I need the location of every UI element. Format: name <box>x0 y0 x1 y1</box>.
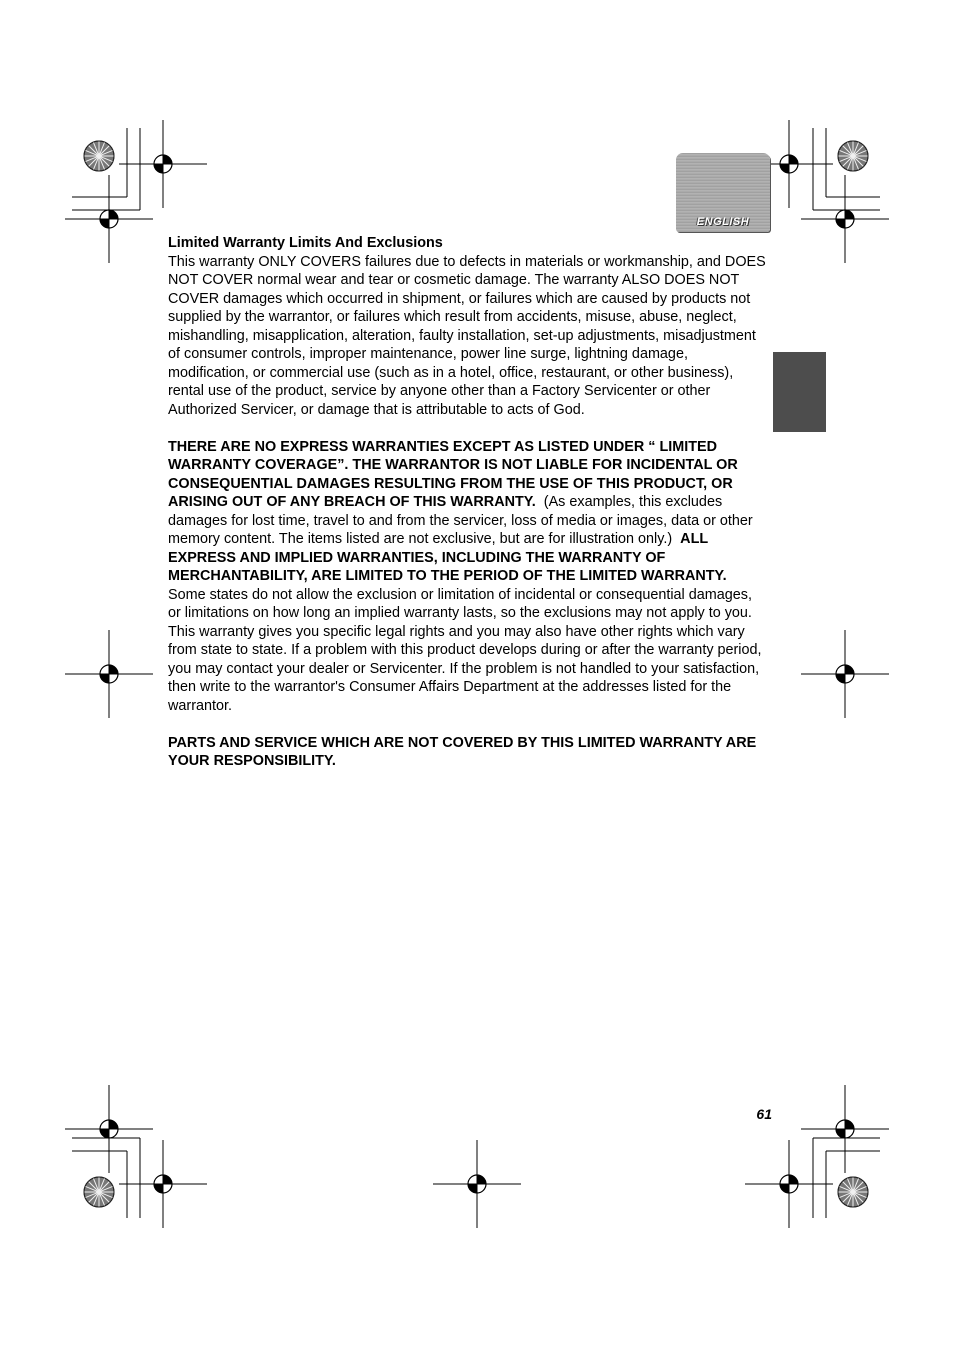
express-warranty-disclaimer: THERE ARE NO EXPRESS WARRANTIES EXCEPT AS LISTED UNDER “ LIMITED WARRANTY COVERAGE”. THE WARRANTOR IS NOT LIABLE FOR INCIDENTAL OR CONSEQUENTIAL DAMAGES RESULTING FROM THE USE OF THIS PRODUCT, OR ARISING OUT OF ANY BREACH OF THIS WARRANTY. <box>168 438 738 510</box>
section-heading: Limited Warranty Limits And Exclusions <box>168 235 443 251</box>
exclusion-examples: (As examples, this excludes damages for lost time, travel to and from the servicer, loss of media or images, data or other memory content. The items listed are not exclusive, but are for illustration only.) <box>168 494 753 547</box>
language-tab <box>676 153 770 232</box>
coverage-paragraph: This warranty ONLY COVERS failures due to defects in materials or workmanship, and DOES NOT COVER normal wear and tear or cosmetic damage. The warranty ALSO DOES NOT COVER damages which occurred in shipment, or failures which are caused by products not supplied by the warrantor, or failures which result from accidents, misuse, abuse, neglect, mishandling, misapplication, alteration, faulty installation, set-up adjustments, misadjustment of consumer controls, improper maintenance, power line surge, lightning damage, modification, or commercial use (such as in a hotel, office, restaurant, or other business), rental use of the product, service by anyone other than a Factory Servicenter or other Authorized Servicer, or damage that is attributable to acts of God. <box>168 253 766 418</box>
star-target-icon <box>84 1177 114 1207</box>
state-rights-text: Some states do not allow the exclusion or limitation of incidental or consequential damages, or limitations on how long an implied warranty lasts, so the exclusions may not apply to you. This warranty gives you specific legal rights and you may also have other rights which vary from state to state. If a problem with this product develops during or after the warranty period, you may contact your dealer or Servicenter. If the problem is not handled to your satisfaction, then write to the warrantor's Consumer Affairs Department at the addresses listed for the warrantor. <box>168 586 762 714</box>
star-target-icon <box>838 1177 868 1207</box>
implied-warranty-limit: ALL EXPRESS AND IMPLIED WARRANTIES, INCLUDING THE WARRANTY OF MERCHANTABILITY, ARE LIMITED TO THE PERIOD OF THE LIMITED WARRANTY. <box>168 531 727 584</box>
section-side-tab <box>773 352 826 432</box>
language-tab-label: ENGLISH <box>696 216 750 228</box>
star-target-icon <box>84 141 114 171</box>
star-target-icon <box>838 141 868 171</box>
parts-service-notice: PARTS AND SERVICE WHICH ARE NOT COVERED BY THIS LIMITED WARRANTY ARE YOUR RESPONSIBILITY. <box>168 734 757 769</box>
warranty-text-block <box>168 234 768 771</box>
disclaimer-paragraph <box>168 438 768 716</box>
page-number: 61 <box>756 1106 772 1122</box>
